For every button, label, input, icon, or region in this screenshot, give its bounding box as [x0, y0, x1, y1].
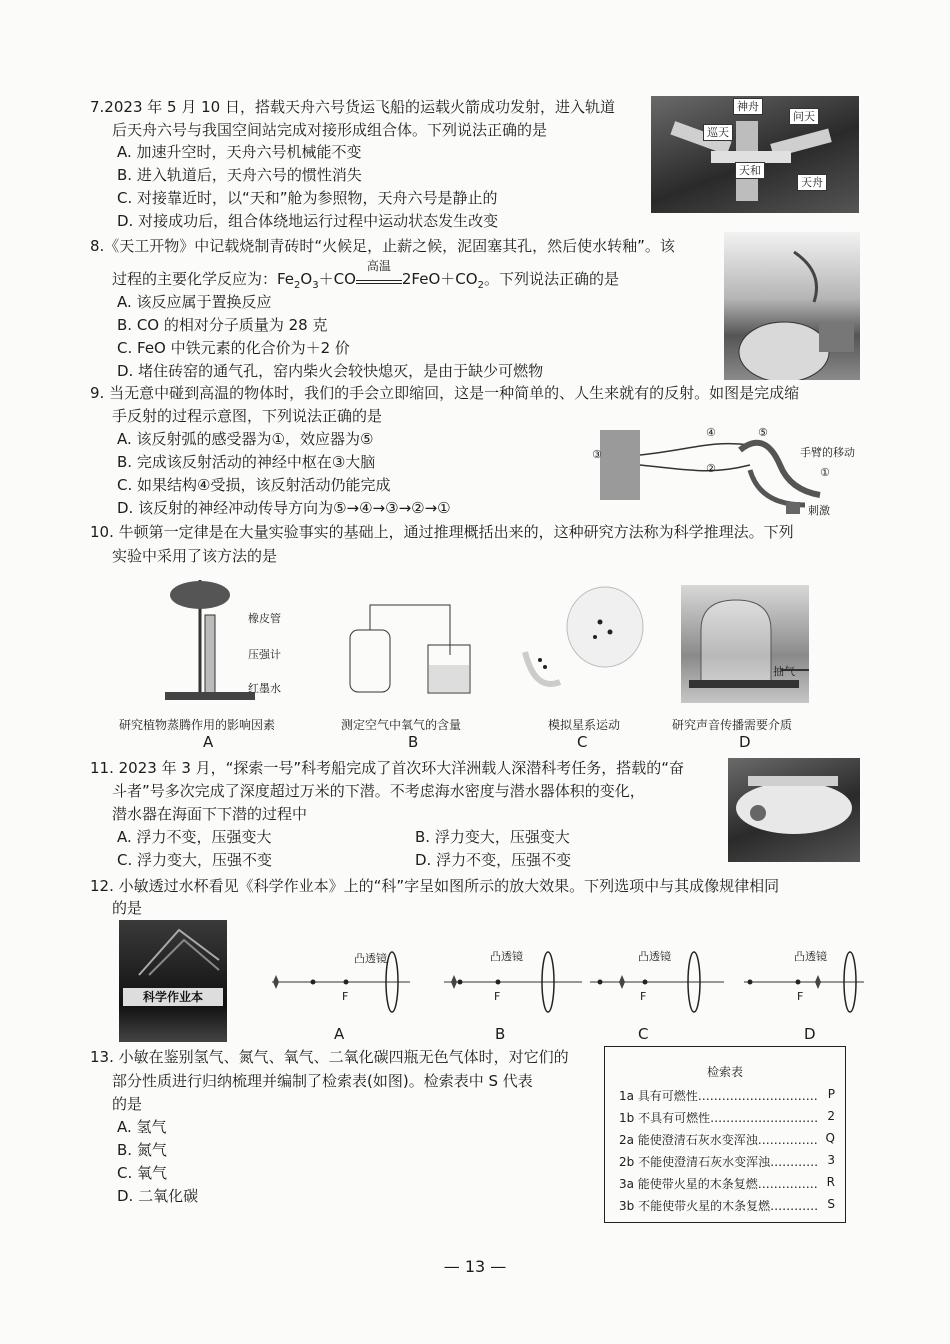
- submersible-photo: [728, 758, 860, 862]
- focus-label-c: F: [640, 990, 647, 1003]
- index-row-2a: 2a 能使澄清石灰水变浑浊…………… Q: [619, 1131, 835, 1147]
- q11-option-c: C. 浮力变大，压强不变: [117, 851, 273, 869]
- q7-option-a: A. 加速升空时，天舟六号机械能不变: [117, 143, 362, 161]
- label-rubber-tube: 橡皮管: [248, 612, 281, 625]
- q9-stem-line2: 手反射的过程示意图，下列说法正确的是: [112, 407, 383, 425]
- focus-label-b: F: [494, 990, 501, 1003]
- reaction-condition: 高温: [366, 259, 391, 273]
- q8-option-c: C. FeO 中铁元素的化合价为＋2 价: [117, 339, 350, 357]
- q9-stem-line1: 9. 当无意中碰到高温的物体时，我们的手会立即缩回，这是一种简单的、人生来就有的反射。如图是完成缩: [90, 384, 800, 402]
- caption-a: 研究植物蒸腾作用的影响因素: [119, 718, 276, 732]
- q9-option-a: A. 该反射弧的感受器为①，效应器为⑤: [117, 430, 374, 448]
- choice-letter-c: C: [577, 733, 588, 751]
- label-arm-movement: 手臂的移动: [800, 446, 855, 459]
- q8-option-b: B. CO 的相对分子质量为 28 克: [117, 316, 328, 334]
- q13-stem-line3: 的是: [112, 1095, 143, 1113]
- focus-label-a: F: [342, 990, 349, 1003]
- label-xuntian: 巡天: [703, 124, 733, 141]
- lens-letter-a: A: [334, 1025, 345, 1043]
- caption-c: 模拟星系运动: [548, 718, 621, 732]
- q10-figure-a: [150, 570, 300, 705]
- q10-figure-d: [681, 585, 809, 703]
- q11-option-b: B. 浮力变大，压强变大: [415, 828, 570, 846]
- label-circle-5: ⑤: [758, 426, 768, 439]
- label-stimulus: 刺激: [808, 504, 830, 517]
- label-tianzhou: 天舟: [797, 174, 827, 191]
- q7-option-b: B. 进入轨道后，天舟六号的惯性消失: [117, 166, 362, 184]
- q11-stem-line2: 斗者”号多次完成了深度超过万米的下潜。不考虑海水密度与潜水器体积的变化，: [112, 782, 645, 800]
- q10-figure-c: [515, 582, 655, 702]
- submersible-drawing: [728, 758, 860, 862]
- page-number: — 13 —: [443, 1257, 507, 1276]
- q12-stem-line1: 12. 小敏透过水杯看见《科学作业本》上的“科”字呈如图所示的放大效果。下列选项中与其成像规律相同: [90, 877, 780, 895]
- q13-stem-line1: 13. 小敏在鉴别氢气、氮气、氧气、二氧化碳四瓶无色气体时，对它们的: [90, 1048, 569, 1066]
- q11-option-d: D. 浮力不变，压强不变: [415, 851, 572, 869]
- q13-option-d: D. 二氧化碳: [117, 1187, 199, 1205]
- q8-option-a: A. 该反应属于置换反应: [117, 293, 272, 311]
- label-circle-4: ④: [706, 426, 716, 439]
- q11-stem-line1: 11. 2023 年 3 月，“探索一号”科考船完成了首次环大洋洲载人深潜科考任务，搭载的“奋: [90, 759, 684, 777]
- q7-stem-line2: 后天舟六号与我国空间站完成对接形成组合体。下列说法正确的是: [112, 121, 548, 139]
- q13-option-b: B. 氮气: [117, 1141, 167, 1159]
- label-circle-3: ③: [592, 448, 602, 461]
- index-row-3b: 3b 不能使带火星的木条复燃………… S: [619, 1197, 835, 1213]
- q13-stem-line2: 部分性质进行归纳梳理并编制了检索表(如图)。检索表中 S 代表: [112, 1072, 533, 1090]
- index-row-1a: 1a 具有可燃性………………………… P: [619, 1087, 835, 1103]
- caption-d: 研究声音传播需要介质: [672, 718, 793, 732]
- q9-option-c: C. 如果结构④受损，该反射活动仍能完成: [117, 476, 391, 494]
- label-shenzhou: 神舟: [733, 98, 763, 115]
- label-pump-air: 抽气: [773, 665, 795, 678]
- index-row-3a: 3a 能使带火星的木条复燃…………… R: [619, 1175, 835, 1191]
- q8-stem-line1: 8.《天工开物》中记载烧制青砖时“火候足，止薪之候，泥固塞其孔，然后使水转釉”。该: [90, 237, 675, 255]
- lens-label-b: 凸透镜: [490, 950, 523, 963]
- choice-letter-b: B: [408, 733, 419, 751]
- reflex-arc-diagram: [590, 410, 860, 522]
- q8-option-d: D. 堵住砖窑的通气孔，窑内柴火会较快熄灭，是由于缺少可燃物: [117, 362, 544, 380]
- brick-kiln-illustration: [724, 232, 860, 380]
- lens-diagram-a: [272, 952, 410, 1012]
- label-red-ink: 红墨水: [248, 682, 281, 695]
- choice-letter-d: D: [739, 733, 751, 751]
- index-table-title: 检索表: [706, 1065, 743, 1079]
- space-station-photo: [651, 96, 859, 213]
- q9-option-b: B. 完成该反射活动的神经中枢在③大脑: [117, 453, 376, 471]
- label-tianhe: 天和: [735, 162, 765, 179]
- water-cup-drawing: [119, 920, 227, 1042]
- q10-stem-line2: 实验中采用了该方法的是: [112, 547, 278, 565]
- q7-option-d: D. 对接成功后，组合体绕地运行过程中运动状态发生改变: [117, 212, 499, 230]
- label-pressure-gauge: 压强计: [248, 648, 281, 661]
- galaxy-balloon: [515, 582, 655, 702]
- lens-letter-d: D: [804, 1025, 816, 1043]
- q7-option-c: C. 对接靠近时，以“天和”舱为参照物，天舟六号是静止的: [117, 189, 498, 207]
- gas-index-table: [604, 1046, 846, 1223]
- q8-stem-line2: 过程的主要化学反应为：$Fe_2O_3+CO$ 高温 $2FeO+CO_2$。下列说法正确的是: [112, 268, 619, 297]
- kiln-drawing: [724, 232, 860, 380]
- bell-jar-apparatus: [681, 585, 809, 703]
- water-cup-photo: [119, 920, 227, 1042]
- q11-option-a: A. 浮力不变，压强变大: [117, 828, 272, 846]
- q7-stem-line1: 7.2023 年 5 月 10 日，搭载天舟六号货运飞船的运载火箭成功发射，进入轨道: [90, 98, 615, 116]
- choice-letter-a: A: [203, 733, 214, 751]
- label-wentian: 问天: [789, 108, 819, 125]
- index-row-1b: 1b 不具有可燃性……………………… 2: [619, 1109, 835, 1125]
- q10-figure-b: [340, 590, 480, 702]
- label-circle-2: ②: [706, 462, 716, 475]
- oxygen-measure-apparatus: [340, 590, 480, 702]
- q13-option-c: C. 氧气: [117, 1164, 168, 1182]
- lens-label-d: 凸透镜: [794, 950, 827, 963]
- focus-label-d: F: [797, 990, 804, 1003]
- index-row-2b: 2b 不能使澄清石灰水变浑浊………… 3: [619, 1153, 835, 1169]
- caption-b: 测定空气中氧气的含量: [341, 718, 462, 732]
- q12-stem-line2: 的是: [112, 899, 143, 917]
- lens-label-a: 凸透镜: [354, 952, 387, 965]
- label-circle-1: ①: [820, 466, 830, 479]
- q10-stem-line1: 10. 牛顿第一定律是在大量实验事实的基础上，通过推理概括出来的，这种研究方法称为科学推理法。下列: [90, 523, 794, 541]
- q11-stem-line3: 潜水器在海面下下潜的过程中: [112, 805, 308, 823]
- q13-option-a: A. 氢气: [117, 1118, 167, 1136]
- lens-letter-c: C: [638, 1025, 649, 1043]
- lens-label-c: 凸透镜: [638, 950, 671, 963]
- q9-option-d: D. 该反射的神经冲动传导方向为⑤→④→③→②→①: [117, 499, 451, 517]
- lens-letter-b: B: [495, 1025, 506, 1043]
- reaction-equals-sign: [356, 280, 402, 284]
- notebook-title-text: 科学作业本: [123, 988, 223, 1006]
